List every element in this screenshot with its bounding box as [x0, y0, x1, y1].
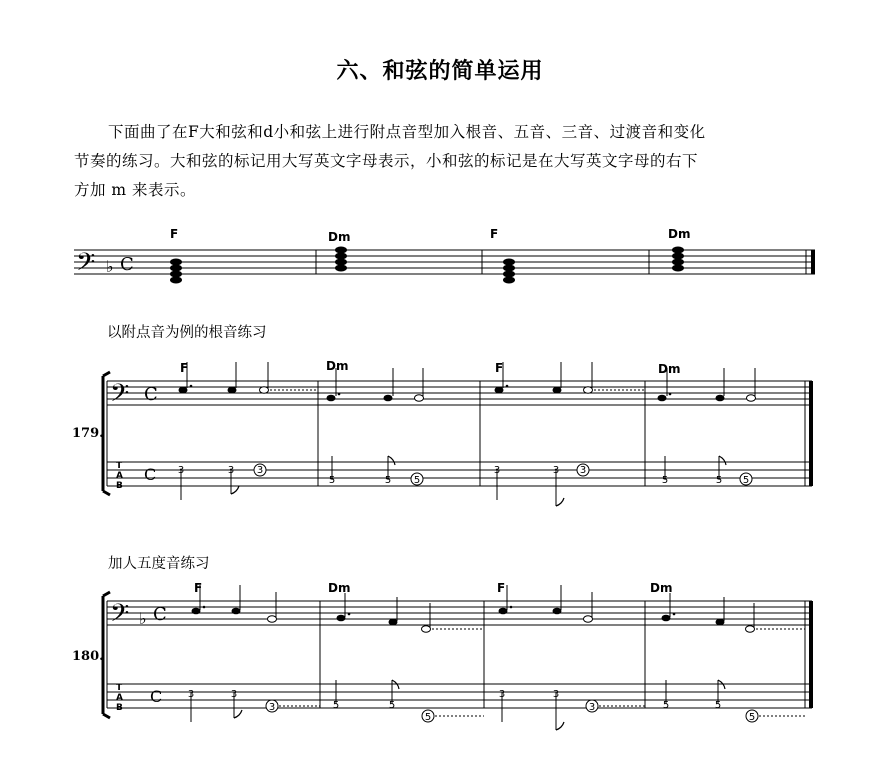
tab-clef-a: A [116, 693, 123, 703]
tab-fret: 3 [177, 465, 185, 476]
time-signature: C [144, 384, 158, 405]
tab-fret: 3 [187, 689, 195, 700]
staff-overview [74, 250, 815, 274]
intro-line-3: 方加 m 来表示。 [74, 181, 197, 199]
tab-fret: 3 [588, 702, 596, 713]
tab-clef-b: B [116, 703, 123, 713]
tab-clef-b: B [116, 481, 123, 491]
tab-fret: 5 [328, 475, 336, 486]
tab-fret: 3 [493, 465, 501, 476]
time-signature-tab: C [150, 687, 163, 706]
flat-icon: ♭ [106, 257, 114, 276]
chord-label: Dm [650, 581, 673, 595]
tab-clef-t: T [116, 683, 123, 693]
chord-label: F [194, 581, 203, 595]
chord-label: F [495, 361, 504, 375]
tab-fret: 5 [714, 700, 722, 711]
chord-label: F [180, 361, 189, 375]
notes-179 [181, 362, 755, 506]
caption-180: 加人五度音练习 [108, 556, 210, 572]
tab-clef-a: A [116, 471, 123, 481]
tab-fret: 5 [424, 712, 432, 723]
chord-label: Dm [668, 227, 691, 241]
bass-clef-icon: 𝄢 [76, 248, 96, 283]
tab-fret: 5 [388, 700, 396, 711]
chord-label: Dm [328, 581, 351, 595]
staff-180 [103, 592, 812, 718]
tab-clef-t: T [116, 461, 123, 471]
tab-fret: 3 [227, 465, 235, 476]
tab-fret: 3 [552, 689, 560, 700]
time-signature: C [120, 254, 134, 275]
tab-fret: 5 [413, 475, 421, 486]
tab-fret: 3 [579, 465, 587, 476]
tab-fret: 5 [662, 700, 670, 711]
tab-fret: 5 [384, 475, 392, 486]
example-number: 180. [72, 649, 104, 664]
example-number: 179. [72, 426, 104, 441]
tab-fret: 5 [748, 712, 756, 723]
tab-fret: 5 [715, 475, 723, 486]
tab-fret: 3 [498, 689, 506, 700]
chord-label: F [490, 227, 499, 241]
caption-179: 以附点音为例的根音练习 [107, 325, 267, 341]
time-signature: C [153, 604, 167, 625]
section-title: 六、和弦的简单运用 [336, 58, 544, 84]
flat-icon: ♭ [139, 609, 147, 628]
tab-fret: 3 [268, 702, 276, 713]
chord-label: Dm [658, 362, 681, 376]
bass-clef-icon: 𝄢 [110, 379, 130, 414]
chord-label: F [497, 581, 506, 595]
overview-noteheads [170, 247, 684, 284]
tab-fret: 5 [332, 700, 340, 711]
time-signature-tab: C [144, 465, 157, 484]
tab-fret: 3 [552, 465, 560, 476]
tab-fret: 5 [742, 475, 750, 486]
staff-179 [103, 372, 812, 495]
tab-fret: 3 [256, 465, 264, 476]
intro-line-2: 节奏的练习。大和弦的标记用大写英文字母表示，小和弦的标记是在大写英文字母的右下 [74, 152, 699, 170]
chord-label: F [170, 227, 179, 241]
chord-label: Dm [328, 230, 351, 244]
bass-clef-icon: 𝄢 [110, 599, 130, 634]
intro-line-1: 下面曲了在F大和弦和d小和弦上进行附点音型加入根音、五音、三音、过渡音和变化 [108, 123, 706, 141]
tab-fret: 3 [230, 689, 238, 700]
tab-fret: 5 [661, 475, 669, 486]
chord-label: Dm [326, 359, 349, 373]
